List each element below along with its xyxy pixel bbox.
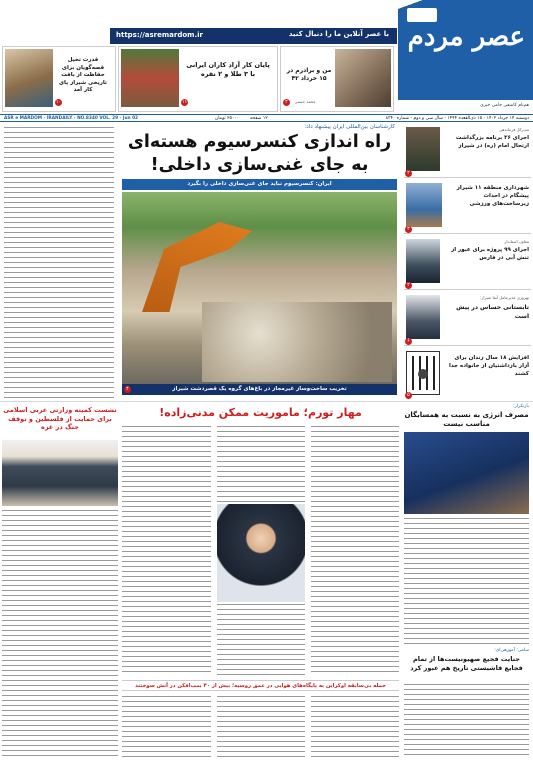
bottom-center-col-2 bbox=[217, 426, 305, 502]
bottom-right-headline: مصرف انرژی به نسبت به همسایگان مناسب نیست bbox=[404, 411, 529, 428]
logo-badge bbox=[407, 8, 437, 22]
bottom-center-banner-text: حمله بی‌سابقه اوکراین به پایگاه‌های هوایی در عمق روسیه؛ بیش از ۴۰ بمب‌افکن در آتش سوختند bbox=[135, 683, 386, 689]
tagline: هم‌نام کاشفی حامی خبری bbox=[480, 103, 529, 108]
price: ۲۵۰۰۰ تومان bbox=[215, 116, 240, 121]
sidebar-item[interactable] bbox=[404, 236, 531, 290]
section-divider bbox=[0, 401, 533, 402]
excavator-arm bbox=[142, 222, 252, 312]
sidebar-item-page: ۵ bbox=[405, 392, 412, 399]
teaser-1-title: من و برادرم در ۱۵ خرداد ۴۲ bbox=[286, 67, 332, 82]
date-line: دوشنبه ۱۴ خرداد ۱۴۰۲ - ۱۵ ذی‌القعده ۱۴۴۴ - سال سی و دوم - شماره ۸۳۴۰ bbox=[385, 116, 529, 121]
website-link[interactable]: https://asremardom.ir bbox=[116, 31, 203, 39]
bottom-center-headline: مهار تورم؛ ماموریت ممکن مدنی‌زاده! bbox=[159, 406, 362, 419]
lead-caption: تخریب ساخت‌وساز غیرمجاز در باغ‌های گروه یک قصردشت شیراز bbox=[172, 386, 347, 392]
lead-kicker: کارشناسان بین‌المللی ایران پیشنهاد داد: bbox=[304, 124, 395, 130]
lead-subhead-bar bbox=[122, 179, 397, 190]
masthead bbox=[398, 0, 533, 118]
lead-body-column bbox=[4, 127, 114, 399]
sidebar-item-photo bbox=[406, 183, 442, 227]
lead-headline-2: به جای غنی‌سازی داخلی! bbox=[150, 155, 369, 175]
pages: ۱۲ صفحه bbox=[250, 116, 268, 121]
bottom-right-kicker: بازتکرار: bbox=[513, 404, 529, 409]
sidebar-item-photo bbox=[406, 351, 440, 395]
bottom-center-col-1 bbox=[311, 426, 399, 676]
sidebar-item-kicker: بهروزی مدیرعامل آبفا شیراز: bbox=[480, 295, 529, 300]
sidebar-item-photo bbox=[406, 239, 440, 283]
teaser-2-title: پایان کار آزاد کاران ایرانی با ۳ طلا و ۲ نقره bbox=[186, 61, 270, 78]
sidebar-item[interactable] bbox=[404, 292, 531, 346]
bottom-center-portrait bbox=[217, 504, 305, 602]
english-line: ASR e MARDOM - IRANDAILY - NO.8340 VOL. 29 - Jun 02 bbox=[4, 116, 139, 121]
date-strip bbox=[0, 114, 533, 122]
bottom-center-col-3 bbox=[122, 426, 211, 676]
sidebar-item[interactable] bbox=[404, 124, 531, 178]
teaser-1[interactable] bbox=[280, 46, 394, 112]
teaser-1-byline: محمد حسنی bbox=[294, 99, 316, 104]
logo-block bbox=[398, 0, 533, 100]
prison-bars-icon bbox=[407, 352, 439, 394]
bottom-center-banner bbox=[122, 680, 399, 691]
teaser-2-page: ۱۱ bbox=[181, 99, 188, 105]
bottom-right-kicker-2: سامی؛ آمورهی‌ای: bbox=[494, 648, 529, 653]
teaser-3-page: ۱۰ bbox=[55, 99, 62, 105]
teaser-3[interactable] bbox=[2, 46, 116, 112]
bottom-right-photo bbox=[404, 432, 529, 514]
teaser-3-title: قدرت تخیل قصه‌گویان برای حفاظت از بافت تاریخی شیراز پای کار آمد bbox=[58, 57, 108, 93]
bottom-left-body bbox=[2, 510, 118, 758]
sidebar-item-kicker: معاون استاندار bbox=[504, 239, 529, 244]
sidebar-item-title: افزایش ۱۸ سال زندان برای آزار بازداشتیان از خانواده جدا کشند bbox=[449, 355, 529, 377]
bottom-right-body bbox=[404, 518, 529, 644]
lead-story[interactable] bbox=[118, 124, 401, 400]
sidebar-item-title: اجرای ۳۶ برنامه بزرگداشت ارتحال امام (ره) در شیراز bbox=[455, 135, 529, 149]
sidebar-item-title: اجرای ۹۹ پروژه برای عبور از تنش آبی در فارس bbox=[451, 247, 529, 261]
sidebar-item[interactable] bbox=[404, 180, 531, 234]
logo: عصر مردم bbox=[407, 22, 525, 52]
sidebar-item-photo bbox=[406, 127, 440, 171]
bottom-left-story[interactable] bbox=[2, 404, 118, 759]
follow-text: با عصر آنلاین ما را دنبال کنید bbox=[288, 30, 389, 38]
sidebar-item-title: تابستانی حساس در پیش است bbox=[456, 304, 529, 320]
teaser-1-page: ۲ bbox=[283, 99, 290, 106]
bottom-center-col-2b bbox=[217, 604, 305, 676]
bottom-center-col-4 bbox=[311, 696, 399, 758]
lead-photo bbox=[122, 192, 397, 384]
bottom-right-body-2 bbox=[404, 684, 529, 757]
sidebar-item[interactable] bbox=[404, 348, 531, 400]
bottom-right-headline-2: جنایت فجیع صهیونیست‌ها از تمام فجایع فاشیستی تاریخ هم عبور کرد bbox=[410, 655, 523, 672]
sidebar-item-page: ۳ bbox=[405, 226, 412, 233]
teaser-2-photo bbox=[121, 49, 179, 107]
lead-caption-bar bbox=[122, 384, 397, 395]
sidebar-item-photo bbox=[406, 295, 440, 339]
bottom-right-story[interactable] bbox=[402, 404, 531, 759]
teaser-3-photo bbox=[5, 49, 53, 107]
sidebar-item-page: ۶ bbox=[405, 338, 412, 345]
sidebar-item-page: ۲ bbox=[405, 282, 412, 289]
bottom-left-headline: نشست کمیته وزارتی عربی اسلامی برای حمایت از فلسطین و توقف جنگ در غزه bbox=[3, 406, 117, 431]
bottom-center-story[interactable] bbox=[122, 404, 399, 759]
teaser-1-photo bbox=[335, 49, 391, 107]
lead-subhead: ایران: کنسرسیوم نباید جای غنی‌سازی داخلی را بگیرد bbox=[187, 181, 332, 187]
rubble bbox=[202, 302, 392, 382]
bottom-center-col-6 bbox=[122, 696, 211, 758]
bottom-left-photo bbox=[2, 440, 118, 506]
lead-headline-1: راه اندازی کنسرسیوم هسته‌ای bbox=[127, 132, 392, 152]
bottom-center-col-5 bbox=[217, 696, 305, 758]
sidebar-item-title: شهرداری منطقه ۱۱ شیراز پیشگام در احداث زیرساخت‌های ورزشی bbox=[456, 185, 529, 207]
teaser-2[interactable] bbox=[118, 46, 278, 112]
sidebar-item-page: ۲ bbox=[405, 170, 412, 177]
sidebar bbox=[404, 124, 531, 400]
sidebar-item-kicker: مدیرکل فرماندهی bbox=[499, 127, 529, 132]
lead-page: ۴ bbox=[124, 386, 131, 393]
